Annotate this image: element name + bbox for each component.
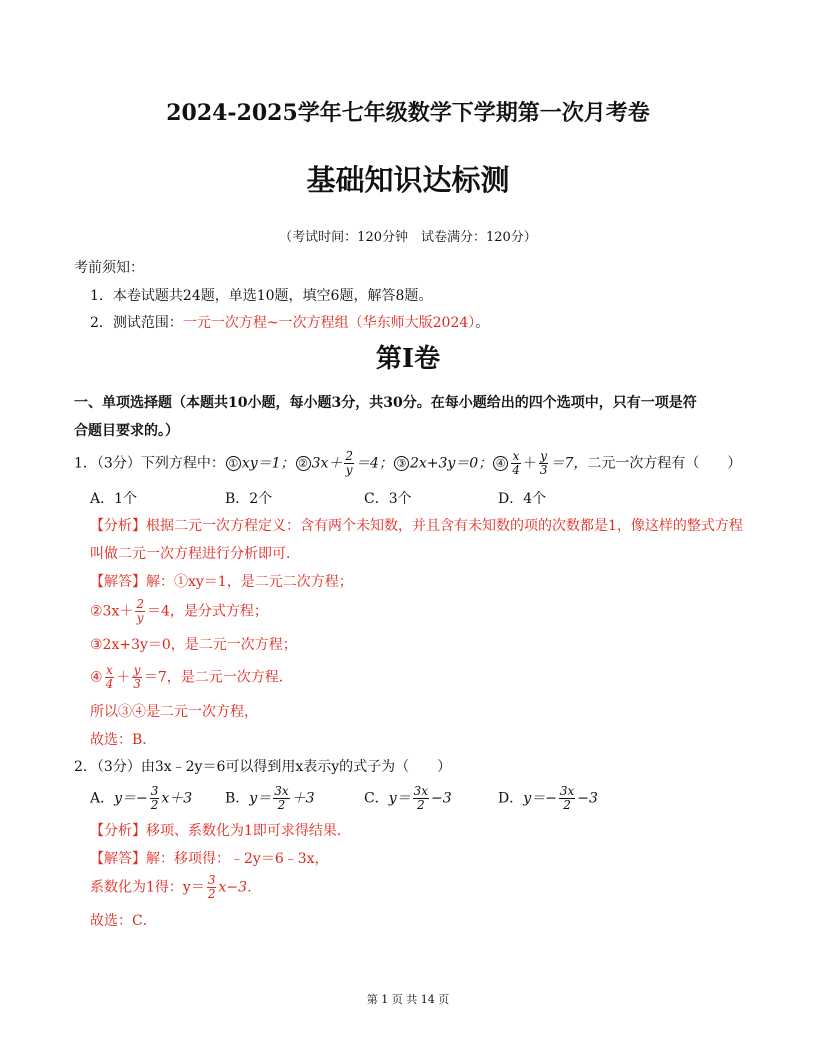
plus-sign: ＋ xyxy=(116,669,131,686)
answer-text: ④ xyxy=(90,669,103,686)
stem-text: 由3x﹣2y＝6可以得到用x表示y的式子为（ ） xyxy=(140,759,452,775)
notice-item-1: 1．本卷试题共24题，单选10题，填空6题，解答8题。 xyxy=(90,288,433,304)
q2-analysis xyxy=(90,820,351,840)
answer-text: ＝4，是分式方程； xyxy=(147,603,268,620)
notice-heading: 考前须知： xyxy=(74,260,144,276)
q1-analysis-line2: 叫做二元一次方程进行分析即可． xyxy=(90,546,300,562)
fraction: $\frac{3}{2}$ xyxy=(207,873,216,901)
document-subtitle: 基础知识达标测 xyxy=(306,163,510,197)
question-points: （3分） xyxy=(96,455,141,472)
answer-text: ＝7，是二元一次方程． xyxy=(143,669,293,686)
q2-answer-line2: 系数化为1得：y＝ $\frac{3}{2}$ x−3． xyxy=(90,873,262,901)
option-d: D．y＝− $\frac{3x}{2}$ −3 xyxy=(498,784,598,812)
document-title: 2024-2025学年七年级数学下学期第一次月考卷 xyxy=(166,100,650,126)
option-a: A．1个 xyxy=(90,491,138,507)
fraction: $\frac{2}{y}$ xyxy=(136,597,144,625)
question-points: （3分） xyxy=(96,759,141,775)
exam-info: （考试时间：120分钟 试卷满分：120分） xyxy=(279,230,537,245)
part-title-line2: 合题目要求的。） xyxy=(74,423,179,439)
equation-2b: ＝4； xyxy=(356,455,393,472)
circled-number: ③ xyxy=(394,456,409,471)
option-b: B．2个 xyxy=(225,491,273,507)
q2-answer-line3: 故选：C． xyxy=(90,913,157,929)
fraction: $\frac{y}{3}$ xyxy=(133,663,141,691)
q1-answer-line6: 故选：B． xyxy=(90,732,157,748)
question-1-stem xyxy=(74,450,741,477)
test-range: 一元一次方程~一次方程组（华东师大版2024） xyxy=(182,315,476,331)
q1-answer-line1 xyxy=(90,571,353,591)
option-a: A．y＝− $\frac{3}{2}$ x＋3 xyxy=(90,784,193,812)
option-b: B．y＝ $\frac{3x}{2}$ ＋3 xyxy=(225,784,315,812)
q1-analysis-line1 xyxy=(90,515,743,535)
q1-answer-line5: 所以③④是二元一次方程， xyxy=(90,704,258,720)
notice-item-2 xyxy=(90,312,489,332)
analysis-text: 移项、系数化为1即可求得结果． xyxy=(146,823,351,839)
page-footer: 第 1 页 共 14 页 xyxy=(366,993,450,1006)
fraction: $\frac{2}{y}$ xyxy=(345,449,354,477)
fraction: $\frac{x}{4}$ xyxy=(512,449,520,477)
plus-sign: ＋ xyxy=(522,455,537,472)
circled-number: ① xyxy=(226,456,241,471)
q1-answer-line2 xyxy=(90,598,268,625)
answer-tag: 【解答】 xyxy=(90,851,146,867)
circled-number: ② xyxy=(296,456,311,471)
option-c: C．y＝ $\frac{3x}{2}$ −3 xyxy=(364,784,452,812)
equation-2a: 3x＋ xyxy=(311,455,343,472)
equation-4: ＝7， xyxy=(550,455,588,472)
question-number: 2． xyxy=(74,759,97,775)
question-number: 1． xyxy=(74,455,97,472)
answer-tag: 【解答】 xyxy=(90,574,146,590)
part-title-line1: 一、单项选择题（本题共10小题，每小题3分，共30分。在每小题给出的四个选项中，只有一项是符 xyxy=(74,395,697,411)
notice-item-2-suffix: 。 xyxy=(475,315,490,331)
circled-number: ④ xyxy=(493,456,508,471)
equation-1: xy＝1； xyxy=(241,455,295,472)
section-heading: 第Ⅰ卷 xyxy=(375,344,441,374)
fraction: $\frac{y}{3}$ xyxy=(539,449,548,477)
option-c: C．3个 xyxy=(364,491,412,507)
equation-3: 2x+3y＝0； xyxy=(409,455,493,472)
notice-item-2-prefix: 2．测试范围： xyxy=(90,315,183,331)
analysis-text: 根据二元一次方程定义：含有两个未知数，并且含有未知数的项的次数都是1，像这样的整式方程 xyxy=(146,518,743,534)
analysis-tag: 【分析】 xyxy=(90,518,146,534)
analysis-tag: 【分析】 xyxy=(90,823,146,839)
q1-answer-line4 xyxy=(90,664,293,691)
q1-answer-line3: ③2x+3y＝0，是二元一次方程； xyxy=(90,637,297,653)
fraction: $\frac{x}{4}$ xyxy=(105,663,114,691)
q2-answer-line1 xyxy=(90,848,329,868)
option-d: D．4个 xyxy=(498,491,547,507)
answer-text: 解：①xy＝1，是二元二次方程； xyxy=(146,574,353,590)
answer-text: ②3x＋ xyxy=(90,603,134,620)
question-2-stem xyxy=(74,756,451,776)
answer-text: 解：移项得：﹣2y＝6﹣3x， xyxy=(146,851,329,867)
stem-tail: 二元一次方程有（ ） xyxy=(587,455,742,472)
stem-text: 下列方程中： xyxy=(140,455,225,472)
